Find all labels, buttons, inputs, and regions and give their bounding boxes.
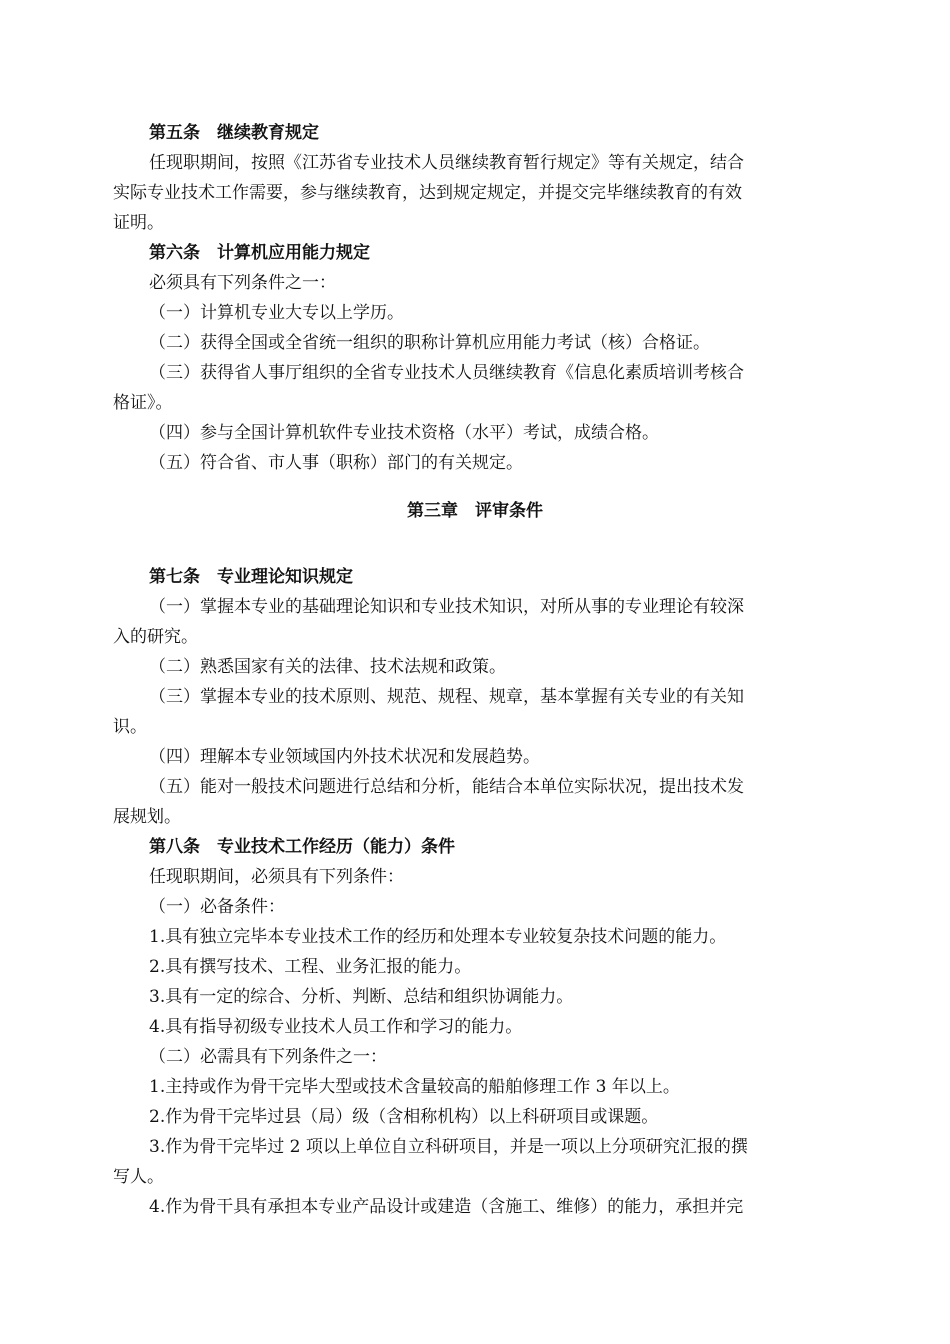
list-item: 1.具有独立完毕本专业技术工作的经历和处理本专业较复杂技术问题的能力。 — [149, 927, 727, 947]
section-6-intro: 必须具有下列条件之一： — [149, 273, 336, 293]
list-item: （二）获得全国或全省统一组织的职称计算机应用能力考试（核）合格证。 — [149, 333, 710, 353]
list-item-continuation: 入的研究。 — [113, 627, 198, 647]
list-item-continuation: 展规划。 — [113, 807, 181, 827]
section-5-heading: 第五条 继续教育规定 — [149, 123, 319, 143]
list-item: 4.作为骨干具有承担本专业产品设计或建造（含施工、维修）的能力，承担并完 — [149, 1197, 744, 1217]
section-5-text: 任现职期间，按照《江苏省专业技术人员继续教育暂行规定》等有关规定，结合 — [149, 153, 744, 173]
list-item: 1.主持或作为骨干完毕大型或技术含量较高的船舶修理工作 3 年以上。 — [149, 1077, 680, 1097]
list-item: 2.作为骨干完毕过县（局）级（含相称机构）以上科研项目或课题。 — [149, 1107, 659, 1127]
list-item: （四）理解本专业领域国内外技术状况和发展趋势。 — [149, 747, 540, 767]
section-8-heading: 第八条 专业技术工作经历（能力）条件 — [149, 837, 455, 857]
section-5-text: 证明。 — [113, 213, 164, 233]
section-5-text: 实际专业技术工作需要，参与继续教育，达到规定规定，并提交完毕继续教育的有效 — [113, 183, 742, 203]
list-item-continuation: 写人。 — [113, 1167, 164, 1187]
list-item: 3.具有一定的综合、分析、判断、总结和组织协调能力。 — [149, 987, 574, 1007]
list-item: （四）参与全国计算机软件专业技术资格（水平）考试，成绩合格。 — [149, 423, 659, 443]
list-item: 4.具有指导初级专业技术人员工作和学习的能力。 — [149, 1017, 523, 1037]
list-item: （五）符合省、市人事（职称）部门的有关规定。 — [149, 453, 523, 473]
list-item: （三）获得省人事厅组织的全省专业技术人员继续教育《信息化素质培训考核合 — [149, 363, 744, 383]
list-item: 2.具有撰写技术、工程、业务汇报的能力。 — [149, 957, 472, 977]
chapter-title: 第三章 评审条件 — [407, 501, 543, 521]
list-item: （一）掌握本专业的基础理论知识和专业技术知识，对所从事的专业理论有较深 — [149, 597, 744, 617]
list-item: （二）必需具有下列条件之一： — [149, 1047, 387, 1067]
list-item-continuation: 格证》。 — [113, 393, 173, 413]
list-item-continuation: 识。 — [113, 717, 147, 737]
section-7-heading: 第七条 专业理论知识规定 — [149, 567, 353, 587]
list-item: 3.作为骨干完毕过 2 项以上单位自立科研项目，并是一项以上分项研究汇报的撰 — [149, 1137, 748, 1157]
list-item: （五）能对一般技术问题进行总结和分析，能结合本单位实际状况，提出技术发 — [149, 777, 744, 797]
list-item: （一）计算机专业大专以上学历。 — [149, 303, 404, 323]
list-item: （三）掌握本专业的技术原则、规范、规程、规章，基本掌握有关专业的有关知 — [149, 687, 744, 707]
list-item: （一）必备条件： — [149, 897, 285, 917]
section-6-heading: 第六条 计算机应用能力规定 — [149, 243, 370, 263]
section-8-intro: 任现职期间，必须具有下列条件： — [149, 867, 404, 887]
list-item: （二）熟悉国家有关的法律、技术法规和政策。 — [149, 657, 506, 677]
document-page — [113, 118, 837, 1222]
